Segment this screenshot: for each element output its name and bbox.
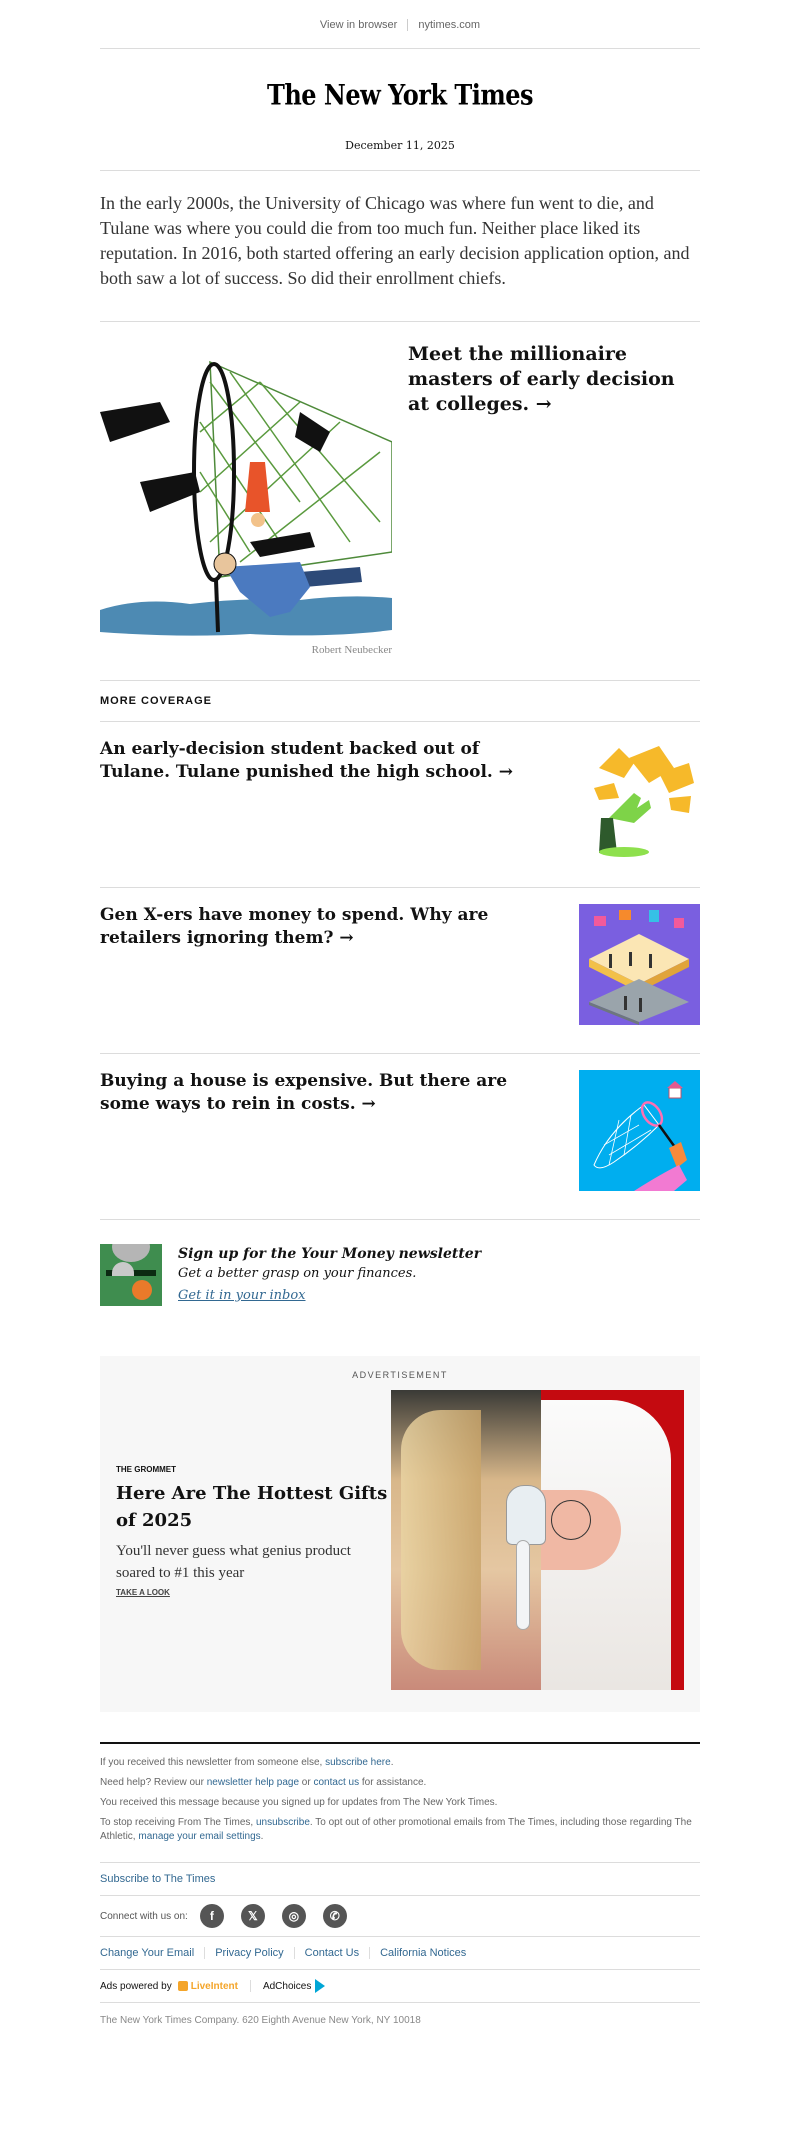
unsubscribe-link[interactable]: unsubscribe (255, 1817, 310, 1828)
adchoices-label: AdChoices (262, 1980, 312, 1992)
contact-us-inline-link[interactable]: contact us (313, 1777, 360, 1788)
liveintent-label: LiveIntent (190, 1980, 238, 1992)
whatsapp-icon[interactable]: ✆ (323, 1904, 347, 1928)
ad-image[interactable] (391, 1390, 684, 1690)
email-container (100, 0, 700, 2066)
divider (407, 19, 408, 31)
masthead (100, 49, 700, 139)
social-links (100, 1896, 700, 1936)
story-headline[interactable]: An early-decision student backed out of Tulane. Tulane punished the high school. → (100, 739, 513, 782)
story-thumbnail[interactable] (579, 1070, 700, 1191)
adchoices-link[interactable] (263, 1979, 325, 1993)
footer-signup-reason: You received this message because you signed up for updates from The New York Times. (100, 1797, 498, 1808)
text: . (260, 1831, 264, 1842)
your-money-icon (100, 1244, 162, 1306)
ad-title[interactable]: Here Are The Hottest Gifts of 2025 (116, 1483, 388, 1531)
story-headline[interactable]: Buying a house is expensive. But there are some ways to rein in costs. → (100, 1071, 508, 1114)
manage-email-settings-link[interactable]: manage your email settings (138, 1831, 261, 1842)
text: To stop receiving From The Times, (100, 1817, 256, 1828)
connect-label: Connect with us on: (100, 1910, 188, 1922)
footer-links (100, 1937, 700, 1969)
top-bar (100, 0, 700, 48)
ad-description: You'll never guess what genius product soared to #1 this year (116, 1543, 351, 1581)
divider (250, 1980, 251, 1992)
help-page-link[interactable]: newsletter help page (206, 1777, 300, 1788)
dateline: December 11, 2025 (345, 139, 455, 152)
ads-powered-label: Ads powered by (100, 1980, 172, 1992)
subscribe-to-times-link[interactable]: Subscribe to The Times (100, 1873, 216, 1885)
image-credit: Robert Neubecker (311, 644, 392, 656)
text: . To opt out of other promotional emails from The Times, including those regarding The Athletic, (100, 1817, 692, 1842)
contact-us-link[interactable]: Contact Us (294, 1947, 369, 1959)
footer (100, 1712, 700, 2066)
subscribe-here-link[interactable]: subscribe here (325, 1757, 391, 1768)
instagram-icon[interactable]: ◎ (282, 1904, 306, 1928)
ads-powered-by (100, 1970, 700, 2002)
lead-story[interactable] (100, 322, 700, 680)
facebook-icon[interactable]: f (200, 1904, 224, 1928)
footer-subscribe-note (100, 1756, 700, 1770)
story-item[interactable] (100, 888, 700, 1053)
footer-unsubscribe-note (100, 1816, 700, 1844)
text: Need help? Review our (100, 1777, 207, 1788)
privacy-policy-link[interactable]: Privacy Policy (204, 1947, 293, 1959)
section-label: MORE COVERAGE (100, 695, 213, 707)
advertisement[interactable] (100, 1356, 700, 1712)
text: . (390, 1757, 394, 1768)
lead-illustration[interactable] (100, 342, 392, 639)
divider (100, 1742, 700, 1744)
story-thumbnail[interactable] (579, 738, 700, 859)
newsletter-signup (100, 1220, 700, 1356)
nytimes-link[interactable]: nytimes.com (418, 19, 481, 31)
lead-headline[interactable]: Meet the millionaire masters of early decision at colleges. → (408, 343, 675, 415)
california-notices-link[interactable]: California Notices (369, 1947, 476, 1959)
ad-brand: THE GROMMET (116, 1465, 176, 1474)
nyt-logo[interactable]: The New York Times (267, 77, 533, 111)
company-address: The New York Times Company. 620 Eighth Avenue New York, NY 10018 (100, 2015, 421, 2026)
text: or (299, 1777, 314, 1788)
adchoices-icon (315, 1979, 325, 1993)
ad-label: ADVERTISEMENT (352, 1370, 448, 1380)
newsletter-title: Sign up for the Your Money newsletter (178, 1246, 482, 1262)
newsletter-subtitle: Get a better grasp on your finances. (178, 1266, 417, 1281)
change-email-link[interactable]: Change Your Email (100, 1947, 195, 1959)
footer-help-note (100, 1776, 700, 1790)
newsletter-signup-link[interactable]: Get it in your inbox (178, 1288, 306, 1303)
intro-paragraph: In the early 2000s, the University of Chicago was where fun went to die, and Tulane was where you could die from too much fun. Neither place liked its reputation. In 2016, both started offering an early decision application option, and both saw a lot of success. So did their enrollment chiefs. (100, 193, 690, 288)
story-headline[interactable]: Gen X-ers have money to spend. Why are retailers ignoring them? → (100, 905, 489, 948)
story-item[interactable] (100, 722, 700, 887)
story-item[interactable] (100, 1054, 700, 1219)
liveintent-icon (178, 1981, 188, 1991)
text: If you received this newsletter from someone else, (100, 1757, 326, 1768)
x-icon[interactable]: 𝕏 (241, 1904, 265, 1928)
story-thumbnail[interactable] (579, 904, 700, 1025)
view-in-browser-link[interactable]: View in browser (319, 19, 398, 31)
liveintent-logo[interactable] (178, 1981, 238, 1992)
text: for assistance. (359, 1777, 427, 1788)
ad-cta-link[interactable]: TAKE A LOOK (116, 1588, 170, 1597)
